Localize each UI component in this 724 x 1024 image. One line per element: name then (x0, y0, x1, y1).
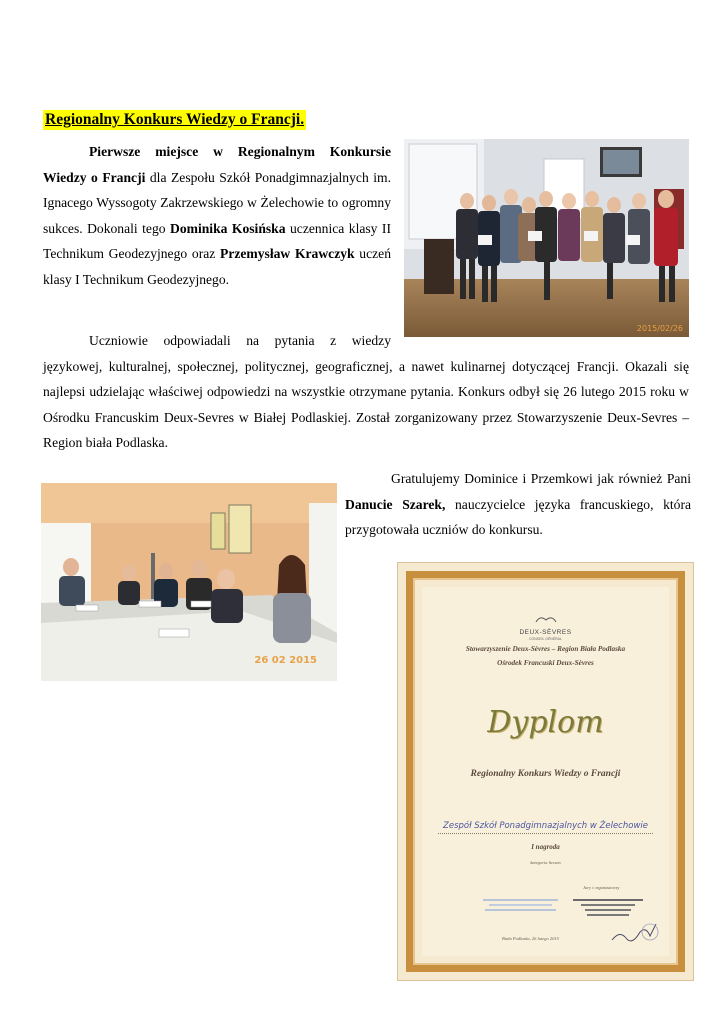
table-photo (41, 483, 337, 681)
diploma-jury: Jury i organizatorzy (583, 885, 620, 890)
signature-icon (610, 918, 660, 948)
student-name-2: Przemysław Krawczyk (220, 246, 355, 261)
diploma-org-2: Ośrodek Francuski Deux-Sèvres (497, 659, 594, 667)
diploma-category: kategoria liceum (530, 860, 561, 865)
student-name-1: Dominika Kosińska (170, 220, 286, 236)
diploma-place-date: Biała Podlaska, 26 lutego 2015 (502, 936, 559, 941)
diploma-org-1: Stowarzyszenie Deux-Sèvres – Region Biała Podlaska (465, 645, 626, 653)
page-title: Regionalny Konkurs Wiedzy o Francji. (45, 111, 305, 128)
photo-date-stamp: 2015/02/26 (636, 324, 683, 333)
paragraph-3 (345, 466, 691, 543)
photo-date-stamp-2: 26 02 2015 (254, 655, 317, 666)
logo-subtext: CONSEIL GÉNÉRAL (529, 637, 562, 641)
group-photo (404, 139, 689, 337)
logo-text: DEUX-SÈVRES (519, 629, 572, 636)
paragraph-1 (43, 139, 391, 292)
diploma-heading: Dyplom (487, 705, 604, 740)
p1-bold-1: Pierwsze miejsce w Regionalnym Konkursie Wiedzy o Francji (43, 144, 391, 185)
p3-text-1: Gratulujemy Dominice i Przemkowi jak również Pani (391, 471, 691, 486)
teacher-name: Danucie Szarek, (345, 496, 446, 512)
diploma-contest: Regionalny Konkurs Wiedzy o Francji (470, 769, 621, 779)
p1-text-3: uczeń klasy I Technikum Geodezyjnego. (43, 246, 392, 287)
p1-text-2: uczennica klasy II Technikum Geodezyjnego oraz (43, 220, 391, 261)
p2-rest: językowej, kulturalnej, społecznej, politycznej, geograficznej, a nawet kulinarnej dotyczącej Francji. Okazali się najlepsi udzielając właściwej odpowiedzi na wszystkie otrzymane pytania. Konkurs odbył się 26 lutego 2015 roku w Ośrodku Francuskim Deux-Sevres w Białej Podlaskiej. Został zorganizowany przez Stowarzyszenie Deux-Sevres – Region biała Podlaska. (43, 358, 689, 450)
diploma-award: I nagroda (531, 843, 560, 851)
diploma-school-handwritten: Zespół Szkół Ponadgimnazjalnych w Żelechowie (443, 821, 648, 831)
logo-waves-icon (534, 614, 558, 624)
diploma-logo (398, 611, 693, 642)
p1-text-1: dla Zespołu Szkół Ponadgimnazjalnych im. Ignacego Wyssogoty Zakrzewskiego w Żelechowie to ogromny sukces. Dokonali tego (43, 169, 391, 236)
diploma-dotted-line (438, 833, 653, 834)
diploma-stamp-left (483, 896, 558, 916)
p3-text-2: nauczycielce języka francuskiego, która przygotowała uczniów do konkursu. (345, 496, 692, 537)
diploma (397, 562, 694, 981)
p2-first-line: Uczniowie odpowiadali na pytania z wiedzy (89, 333, 391, 348)
paragraph-2 (43, 328, 689, 456)
